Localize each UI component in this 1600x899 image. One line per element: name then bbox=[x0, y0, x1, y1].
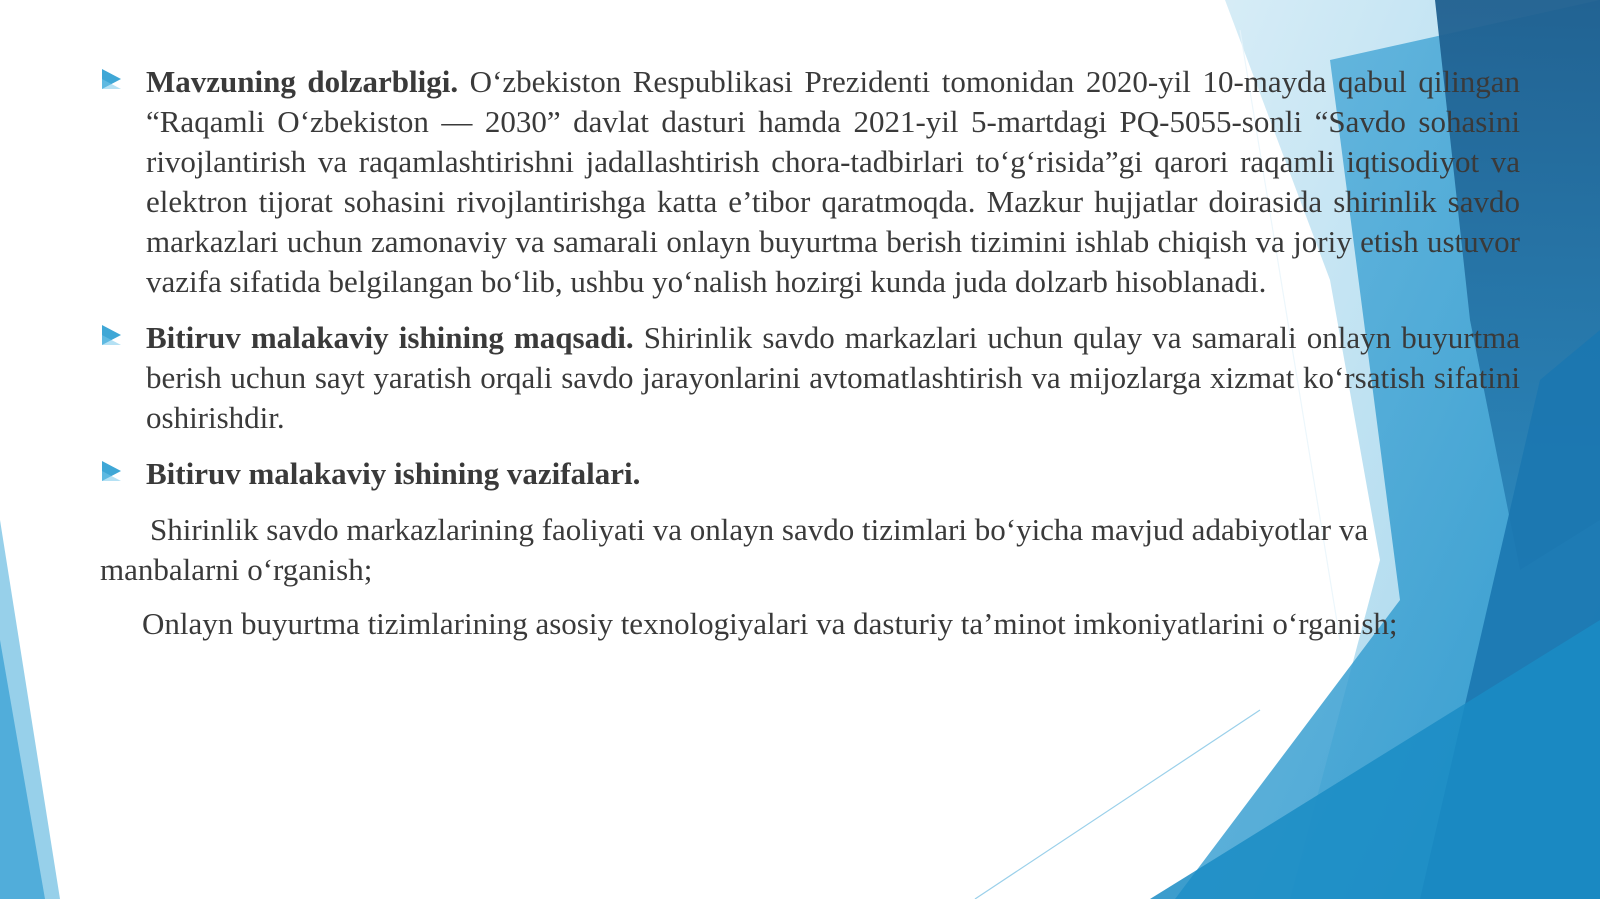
bullet-body: O‘zbekiston Respublikasi Prezidenti tomonidan 2020-yil 10-mayda qabul qilingan “Raqamli O‘zbekiston — 2030” davlat dasturi hamda 2021-yil 5-martdagi PQ-5055-sonli “Savdo sohasini rivojlantirish va raqamlashtirishni jadallashtirish chora-tadbirlari to‘g‘risida”gi qarori raqamli iqtisodiyot va elektron tijorat sohasini rivojlantirishga katta e’tibor qaratmoqda. Mazkur hujjatlar doirasida shirinlik savdo markazlari uchun zamonaviy va samarali onlayn buyurtma berish tizimini ishlab chiqish va joriy etish ustuvor vazifa sifatida belgilangan bo‘lib, ushbu yo‘nalish hozirgi kunda juda dolzarb hisoblanadi. bbox=[146, 64, 1521, 299]
task-paragraph-2: Onlayn buyurtma tizimlarining asosiy texnologiyalari va dasturiy ta’minot imkoniyatlarini o‘rganish; bbox=[142, 606, 1398, 641]
slide-content bbox=[100, 62, 1520, 644]
bullet-text bbox=[146, 454, 1520, 494]
bullet-goal bbox=[100, 318, 1520, 438]
bullet-heading: Mavzuning dolzarbligi. bbox=[146, 64, 459, 99]
bullet-text bbox=[146, 62, 1520, 302]
triangle-arrow-icon bbox=[102, 325, 121, 345]
triangle-arrow-icon bbox=[102, 69, 121, 89]
bullet-heading: Bitiruv malakaviy ishining maqsadi. bbox=[146, 320, 634, 355]
bullet-heading: Bitiruv malakaviy ishining vazifalari. bbox=[146, 456, 641, 491]
task-paragraph-1: Shirinlik savdo markazlarining faoliyati va onlayn savdo tizimlari bo‘yicha mavjud adabiyotlar va manbalarni o‘rganish; bbox=[100, 512, 1369, 587]
bullet-body: Shirinlik savdo markazlari uchun qulay va samarali onlayn buyurtma berish uchun sayt yaratish orqali savdo jarayonlarini avtomatlashtirish va mijozlarga xizmat ko‘rsatish sifatini oshirishdir. bbox=[146, 320, 1520, 435]
bullet-tasks bbox=[100, 454, 1520, 494]
bullet-relevance bbox=[100, 62, 1520, 302]
triangle-arrow-icon bbox=[102, 461, 121, 481]
bullet-text bbox=[146, 318, 1520, 438]
